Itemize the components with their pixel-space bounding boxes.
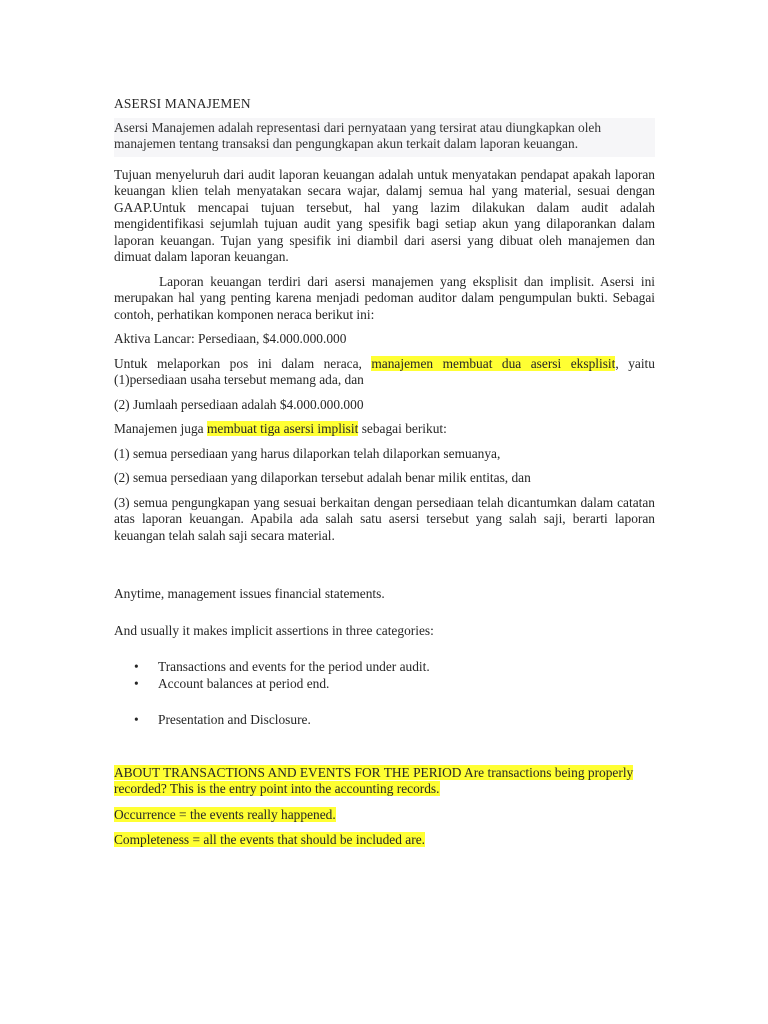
paragraph-about-transactions (114, 765, 655, 798)
document-title: ASERSI MANAJEMEN (114, 96, 251, 111)
list-item (134, 659, 655, 676)
paragraph-explicit-2: (2) Jumlaah persediaan adalah $4.000.000.000 (114, 396, 364, 412)
bullet-icon: • (134, 659, 139, 674)
paragraph-financial-statements: Laporan keuangan terdiri dari asersi manajemen yang eksplisit dan implisit. Asersi ini merupakan hal yang penting karena menjadi pedoman auditor dalam pengumpulan bukti. Sebagai contoh, perhatikan komponen neraca berikut ini: (114, 273, 655, 322)
paragraph-english-1: Anytime, management issues financial statements. (114, 586, 385, 601)
implicit-text-post: sebagai berikut: (358, 421, 447, 436)
document-body (114, 96, 655, 858)
intro-paragraph: Asersi Manajemen adalah representasi dari pernyataan yang tersirat atau diungkapkan oleh manajemen tentang transaksi dan pengungkapan akun terkait dalam laporan keuangan. (114, 118, 655, 157)
bullet-icon: • (134, 675, 139, 691)
explicit-text-pre: Untuk melaporkan pos ini dalam neraca, (114, 355, 372, 371)
spacer (114, 552, 655, 586)
paragraph-english-2: And usually it makes implicit assertions in three categories: (114, 622, 434, 638)
list-item-text: Account balances at period end. (158, 675, 330, 691)
list-item (134, 712, 655, 729)
paragraph-aktiva: Aktiva Lancar: Persediaan, $4.000.000.000 (114, 331, 347, 346)
occurrence-highlight: Occurrence = the events really happened. (114, 806, 336, 822)
explicit-text-post: , yaitu (1)persediaan usaha tersebut memang ada, dan (114, 355, 655, 387)
list-item-text: Presentation and Disclosure. (158, 712, 311, 727)
completeness-highlight: Completeness = all the events that should be included are. (114, 832, 425, 847)
list-item-text: Transactions and events for the period under audit. (158, 659, 430, 674)
paragraph-implicit-2: (2) semua persediaan yang dilaporkan tersebut adalah benar milik entitas, dan (114, 470, 531, 485)
paragraph-implicit-1: (1) semua persediaan yang harus dilaporkan telah dilaporkan semuanya, (114, 445, 501, 461)
paragraph-explicit-assertions (114, 356, 655, 389)
about-transactions-highlight: ABOUT TRANSACTIONS AND EVENTS FOR THE PERIOD Are transactions being properly recorded? This is the entry point into the accounting records. (114, 764, 634, 796)
list-item (134, 676, 655, 693)
explicit-highlight: manajemen membuat dua asersi eksplisit (371, 355, 616, 371)
implicit-text-pre: Manajemen juga (114, 421, 207, 436)
paragraph-implicit-assertions (114, 421, 655, 438)
paragraph-completeness (114, 832, 655, 849)
implicit-highlight: membuat tiga asersi implisit (206, 421, 359, 436)
paragraph-occurrence (114, 807, 655, 824)
paragraph-implicit-3: (3) semua pengungkapan yang sesuai berkaitan dengan persediaan telah dicantumkan dalam catatan atas laporan keuangan. Apabila ada salah satu asersi tersebut yang salah saji, berarti laporan keuangan telah salah saji secara material. (114, 494, 655, 543)
bullet-icon: • (134, 712, 139, 727)
paragraph-audit-objective: Tujuan menyeluruh dari audit laporan keuangan adalah untuk menyatakan pendapat apakah laporan keuangan klien telah menyatakan secara wajar, dalamj semua hal yang material, sesuai dengan GAAP.Untuk mencapai tujuan tersebut, hal yang lazim dilakukan dalam audit adalah mengidentifikasi sejumlah tujuan audit yang spesifik bagi setiap akun yang dilaporankan dalam laporan keuangan. Tujan yang spesifik ini diambil dari asersi yang dibuat oleh manajemen dan dimuat dalam laporan keuangan. (114, 166, 655, 264)
spacer (114, 729, 655, 765)
assertion-category-list (114, 659, 655, 729)
